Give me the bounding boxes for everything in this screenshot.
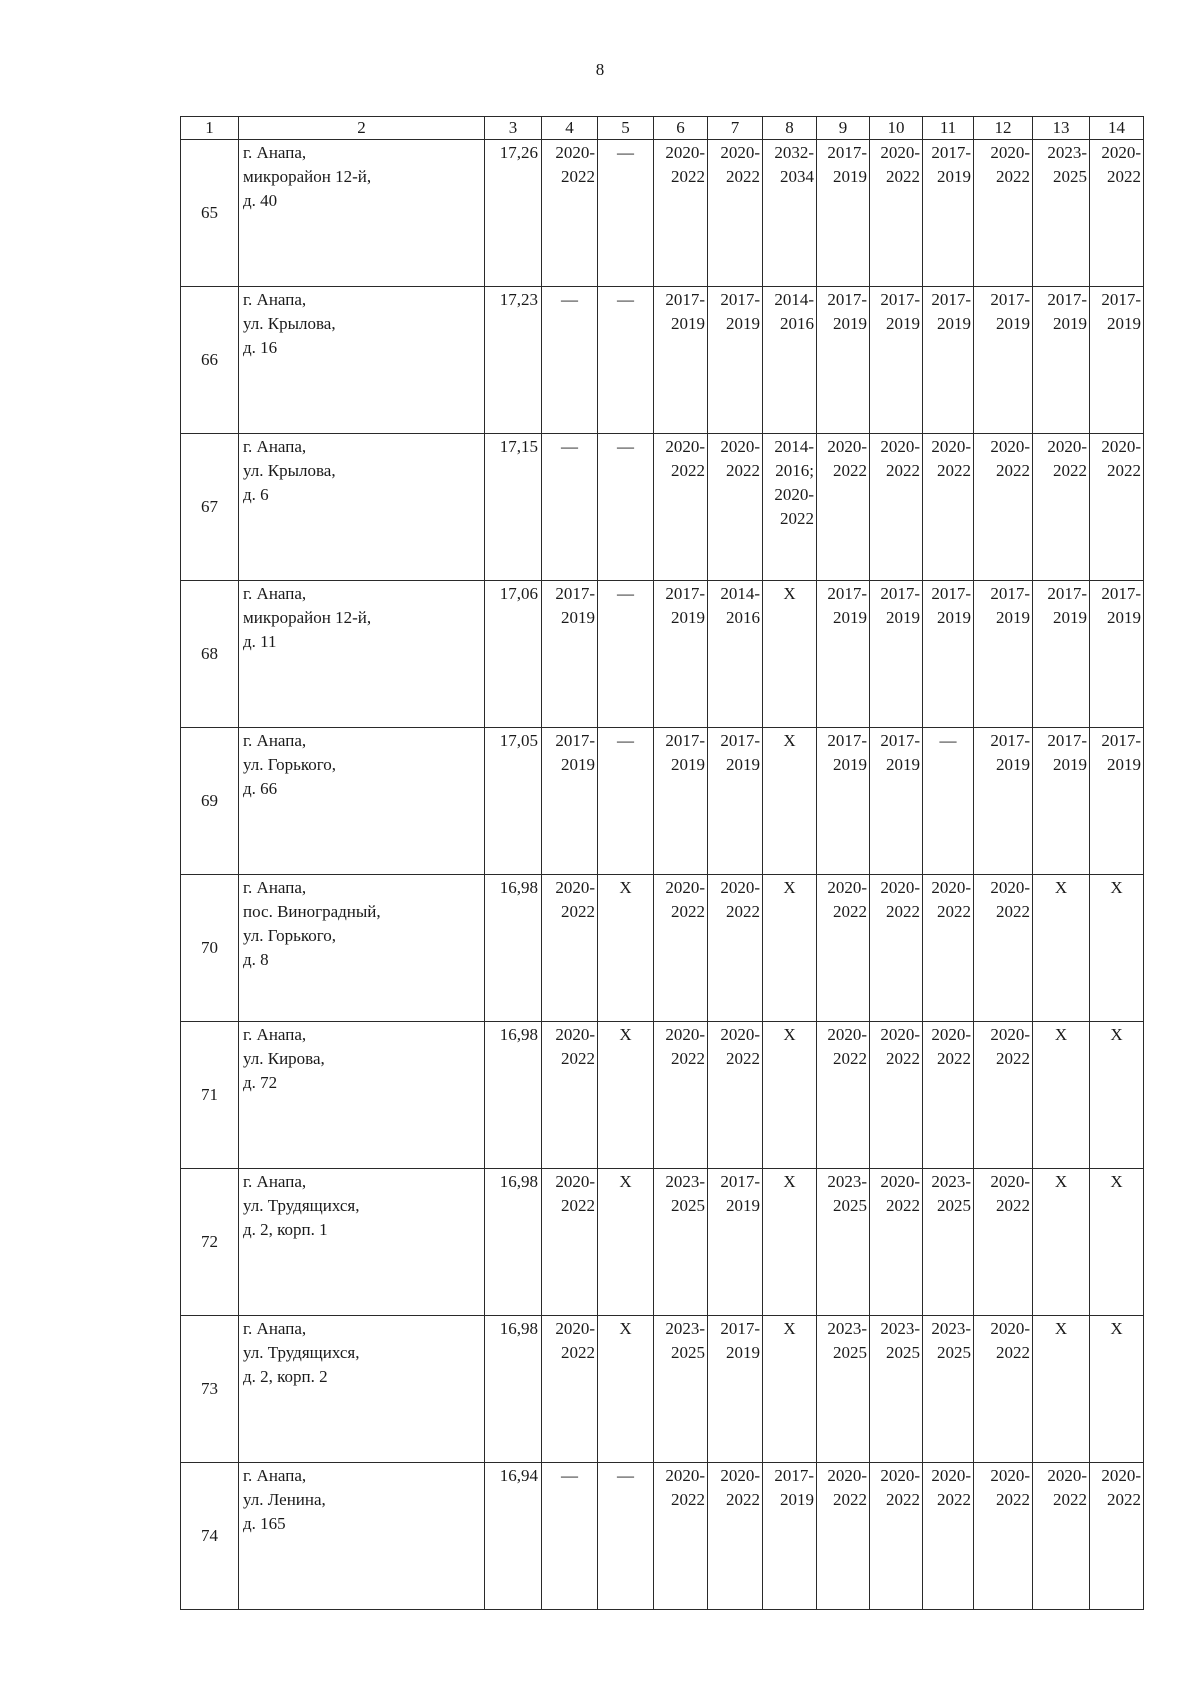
period-cell: — (598, 287, 654, 434)
period-cell: X (763, 581, 817, 728)
period-cell: 2020- 2022 (708, 140, 763, 287)
table-row (181, 1169, 1144, 1316)
period-cell: 2017- 2019 (974, 581, 1033, 728)
period-cell: 2023- 2025 (654, 1316, 708, 1463)
table-row (181, 581, 1144, 728)
period-cell: 2017- 2019 (708, 1316, 763, 1463)
table-row (181, 1022, 1144, 1169)
period-cell: 2017- 2019 (870, 287, 923, 434)
period-cell: 2020- 2022 (974, 140, 1033, 287)
period-cell: 2020- 2022 (974, 434, 1033, 581)
period-cell: 2020- 2022 (974, 1463, 1033, 1610)
area-value-cell: 17,26 (485, 140, 542, 287)
period-cell: — (598, 1463, 654, 1610)
area-value-cell: 17,06 (485, 581, 542, 728)
period-cell: 2020- 2022 (974, 1022, 1033, 1169)
period-cell: X (763, 1316, 817, 1463)
period-cell: 2020- 2022 (542, 1316, 598, 1463)
period-cell: X (1033, 1316, 1090, 1463)
column-number-header-row (181, 117, 1144, 140)
address-cell: г. Анапа, ул. Ленина, д. 165 (239, 1463, 485, 1610)
period-cell: — (598, 581, 654, 728)
period-cell: X (1033, 875, 1090, 1022)
period-cell: 2020- 2022 (870, 1463, 923, 1610)
period-cell: X (1090, 875, 1144, 1022)
period-cell: 2014- 2016 (708, 581, 763, 728)
period-cell: — (542, 434, 598, 581)
table-row (181, 140, 1144, 287)
column-header: 13 (1033, 117, 1090, 140)
row-number-cell: 65 (181, 140, 239, 287)
period-cell: 2017- 2019 (1090, 581, 1144, 728)
period-cell: 2020- 2022 (817, 434, 870, 581)
period-cell: 2020- 2022 (923, 434, 974, 581)
period-cell: 2020- 2022 (923, 1022, 974, 1169)
table-body (181, 140, 1144, 1610)
address-cell: г. Анапа, ул. Крылова, д. 6 (239, 434, 485, 581)
period-cell: 2023- 2025 (1033, 140, 1090, 287)
period-cell: — (542, 1463, 598, 1610)
address-cell: г. Анапа, пос. Виноградный, ул. Горького, д. 8 (239, 875, 485, 1022)
table-row (181, 728, 1144, 875)
area-value-cell: 16,98 (485, 1316, 542, 1463)
row-number-cell: 66 (181, 287, 239, 434)
period-cell: 2020- 2022 (708, 434, 763, 581)
row-number-cell: 69 (181, 728, 239, 875)
period-cell: 2023- 2025 (817, 1169, 870, 1316)
area-value-cell: 16,94 (485, 1463, 542, 1610)
period-cell: 2020- 2022 (654, 1463, 708, 1610)
column-header: 8 (763, 117, 817, 140)
column-header: 11 (923, 117, 974, 140)
period-cell: 2020- 2022 (870, 1022, 923, 1169)
area-value-cell: 16,98 (485, 875, 542, 1022)
period-cell: — (923, 728, 974, 875)
period-cell: 2020- 2022 (1090, 1463, 1144, 1610)
period-cell: 2017- 2019 (1033, 287, 1090, 434)
period-cell: 2014- 2016 (763, 287, 817, 434)
address-cell: г. Анапа, микрорайон 12-й, д. 40 (239, 140, 485, 287)
period-cell: 2020- 2022 (1033, 1463, 1090, 1610)
period-cell: 2020- 2022 (817, 875, 870, 1022)
period-cell: 2017- 2019 (923, 287, 974, 434)
period-cell: 2020- 2022 (542, 1022, 598, 1169)
column-header: 1 (181, 117, 239, 140)
period-cell: 2017- 2019 (974, 728, 1033, 875)
column-header: 14 (1090, 117, 1144, 140)
period-cell: 2020- 2022 (708, 875, 763, 1022)
period-cell: X (598, 1022, 654, 1169)
column-header: 5 (598, 117, 654, 140)
table-row (181, 1463, 1144, 1610)
period-cell: 2020- 2022 (654, 875, 708, 1022)
area-value-cell: 17,05 (485, 728, 542, 875)
column-header: 2 (239, 117, 485, 140)
period-cell: 2017- 2019 (1033, 581, 1090, 728)
address-cell: г. Анапа, ул. Горького, д. 66 (239, 728, 485, 875)
column-header: 9 (817, 117, 870, 140)
period-cell: 2020- 2022 (870, 140, 923, 287)
period-cell: 2020- 2022 (654, 140, 708, 287)
table-row (181, 287, 1144, 434)
period-cell: 2017- 2019 (1033, 728, 1090, 875)
period-cell: X (1033, 1022, 1090, 1169)
period-cell: X (598, 1316, 654, 1463)
period-cell: 2023- 2025 (923, 1169, 974, 1316)
period-cell: 2023- 2025 (923, 1316, 974, 1463)
period-cell: — (598, 434, 654, 581)
period-cell: 2017- 2019 (654, 581, 708, 728)
period-cell: X (1090, 1169, 1144, 1316)
period-cell: 2020- 2022 (870, 434, 923, 581)
area-value-cell: 17,23 (485, 287, 542, 434)
address-cell: г. Анапа, ул. Трудящихся, д. 2, корп. 2 (239, 1316, 485, 1463)
period-cell: X (1033, 1169, 1090, 1316)
period-cell: — (598, 728, 654, 875)
column-header: 4 (542, 117, 598, 140)
column-header: 3 (485, 117, 542, 140)
page-number: 8 (595, 60, 605, 79)
period-cell: X (763, 728, 817, 875)
period-cell: 2017- 2019 (654, 728, 708, 875)
period-cell: 2020- 2022 (817, 1463, 870, 1610)
period-cell: X (763, 1022, 817, 1169)
period-cell: 2017- 2019 (542, 581, 598, 728)
table-row (181, 434, 1144, 581)
period-cell: 2017- 2019 (923, 581, 974, 728)
period-cell: 2020- 2022 (817, 1022, 870, 1169)
period-cell: 2020- 2022 (974, 875, 1033, 1022)
row-number-cell: 68 (181, 581, 239, 728)
period-cell: 2020- 2022 (542, 875, 598, 1022)
period-cell: 2023- 2025 (870, 1316, 923, 1463)
period-cell: 2020- 2022 (708, 1022, 763, 1169)
address-cell: г. Анапа, ул. Трудящихся, д. 2, корп. 1 (239, 1169, 485, 1316)
row-number-cell: 71 (181, 1022, 239, 1169)
period-cell: 2020- 2022 (542, 140, 598, 287)
period-cell: 2014- 2016; 2020- 2022 (763, 434, 817, 581)
period-cell: 2017- 2019 (817, 728, 870, 875)
address-cell: г. Анапа, ул. Кирова, д. 72 (239, 1022, 485, 1169)
period-cell: 2017- 2019 (817, 581, 870, 728)
period-cell: 2020- 2022 (870, 875, 923, 1022)
period-cell: X (1090, 1316, 1144, 1463)
period-cell: 2017- 2019 (542, 728, 598, 875)
period-cell: — (542, 287, 598, 434)
address-cell: г. Анапа, микрорайон 12-й, д. 11 (239, 581, 485, 728)
period-cell: X (598, 1169, 654, 1316)
period-cell: 2020- 2022 (1090, 140, 1144, 287)
column-header: 6 (654, 117, 708, 140)
period-cell: 2020- 2022 (974, 1316, 1033, 1463)
period-cell: 2017- 2019 (923, 140, 974, 287)
period-cell: X (763, 875, 817, 1022)
area-value-cell: 17,15 (485, 434, 542, 581)
address-cell: г. Анапа, ул. Крылова, д. 16 (239, 287, 485, 434)
period-cell: — (598, 140, 654, 287)
period-cell: 2020- 2022 (1090, 434, 1144, 581)
period-cell: 2017- 2019 (817, 140, 870, 287)
column-header: 12 (974, 117, 1033, 140)
period-cell: 2020- 2022 (654, 434, 708, 581)
period-cell: 2017- 2019 (708, 287, 763, 434)
period-cell: 2023- 2025 (654, 1169, 708, 1316)
period-cell: 2017- 2019 (1090, 728, 1144, 875)
area-value-cell: 16,98 (485, 1169, 542, 1316)
period-cell: 2017- 2019 (654, 287, 708, 434)
period-cell: 2017- 2019 (870, 728, 923, 875)
period-cell: X (1090, 1022, 1144, 1169)
period-cell: 2020- 2022 (923, 875, 974, 1022)
period-cell: 2020- 2022 (542, 1169, 598, 1316)
period-cell: 2020- 2022 (923, 1463, 974, 1610)
period-cell: 2017- 2019 (708, 728, 763, 875)
period-cell: 2017- 2019 (763, 1463, 817, 1610)
period-cell: 2020- 2022 (1033, 434, 1090, 581)
row-number-cell: 67 (181, 434, 239, 581)
period-cell: 2017- 2019 (870, 581, 923, 728)
period-cell: X (763, 1169, 817, 1316)
row-number-cell: 70 (181, 875, 239, 1022)
row-number-cell: 72 (181, 1169, 239, 1316)
period-cell: 2017- 2019 (1090, 287, 1144, 434)
period-cell: 2020- 2022 (708, 1463, 763, 1610)
housing-repair-schedule-table (180, 116, 1144, 1610)
period-cell: 2032- 2034 (763, 140, 817, 287)
period-cell: 2023- 2025 (817, 1316, 870, 1463)
period-cell: 2017- 2019 (974, 287, 1033, 434)
column-header: 10 (870, 117, 923, 140)
period-cell: 2017- 2019 (817, 287, 870, 434)
table-row (181, 1316, 1144, 1463)
period-cell: 2020- 2022 (654, 1022, 708, 1169)
row-number-cell: 73 (181, 1316, 239, 1463)
period-cell: X (598, 875, 654, 1022)
column-header: 7 (708, 117, 763, 140)
period-cell: 2017- 2019 (708, 1169, 763, 1316)
row-number-cell: 74 (181, 1463, 239, 1610)
table-row (181, 875, 1144, 1022)
period-cell: 2020- 2022 (974, 1169, 1033, 1316)
area-value-cell: 16,98 (485, 1022, 542, 1169)
period-cell: 2020- 2022 (870, 1169, 923, 1316)
